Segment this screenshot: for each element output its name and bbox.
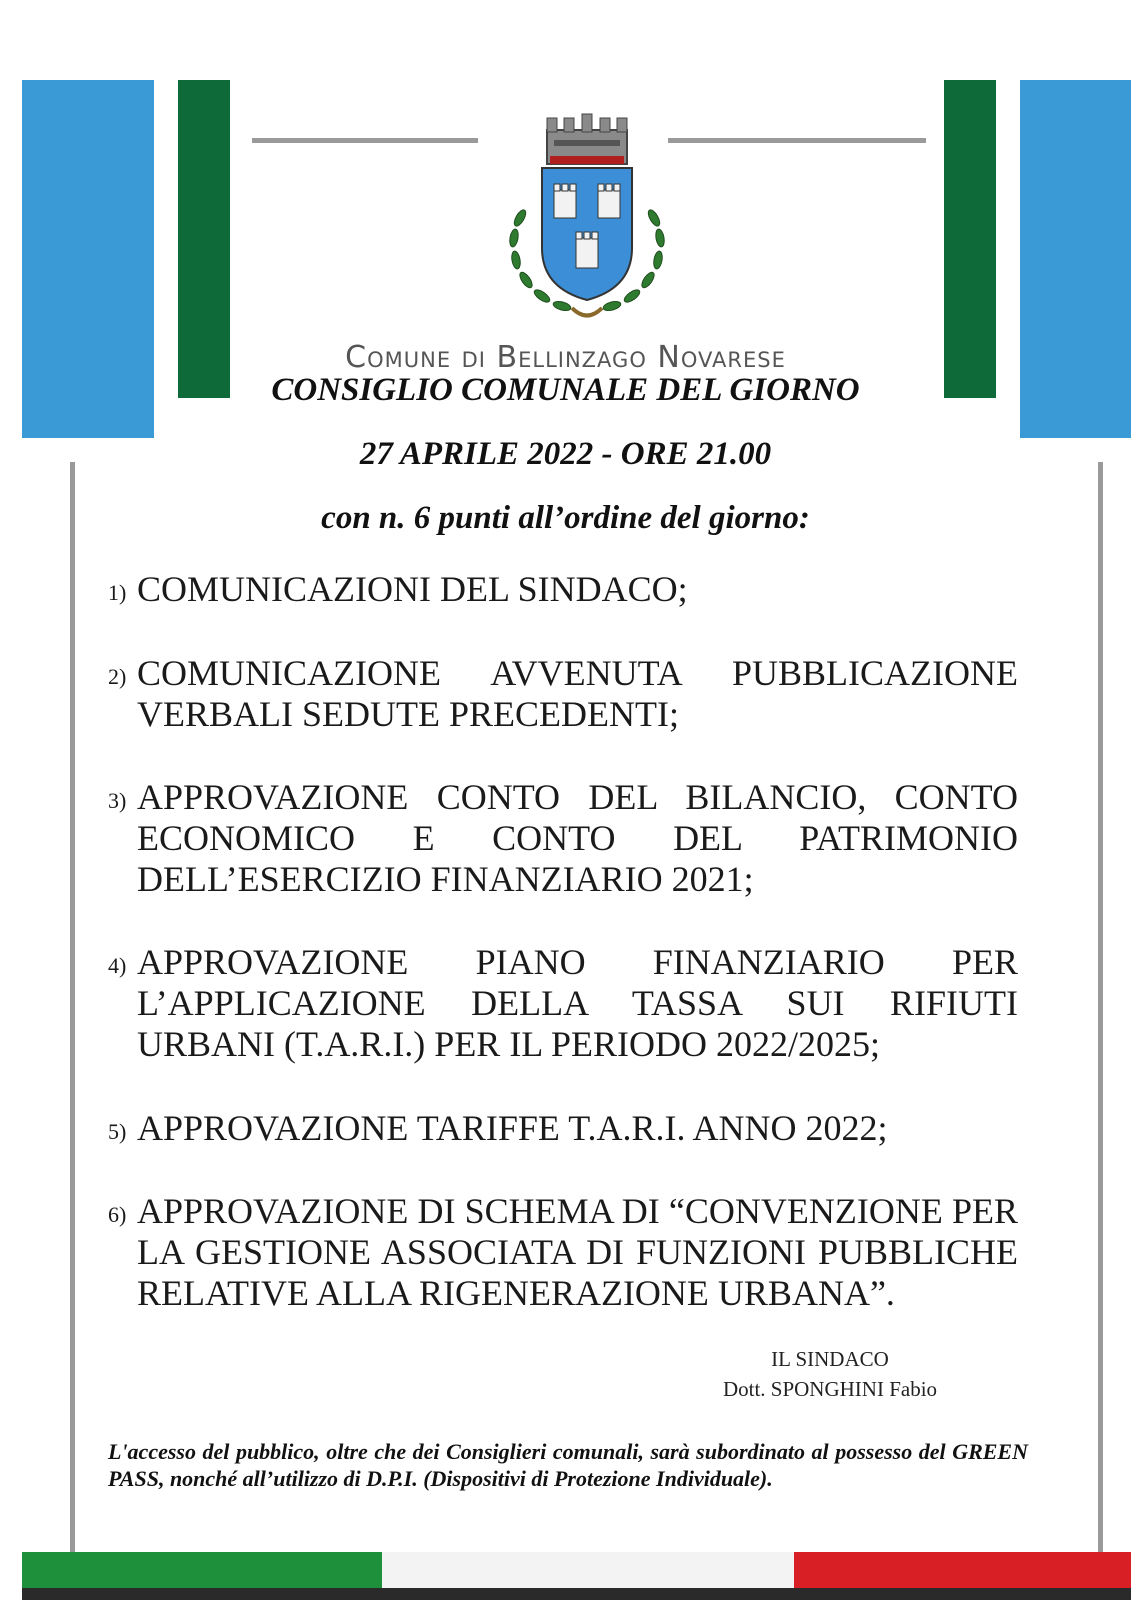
flag-shadow bbox=[22, 1588, 1131, 1600]
agenda-item-text: APPROVAZIONE DI SCHEMA DI “CONVENZIONE PER LA GESTIONE ASSOCIATA DI FUNZIONI PUBBLICHE RELATIVE ALLA RIGENERAZIONE URBANA”. bbox=[137, 1191, 1018, 1313]
header-rule-right bbox=[668, 138, 926, 143]
agenda-item-number: 1) bbox=[108, 580, 127, 605]
agenda-item-5 bbox=[108, 1108, 1018, 1149]
flag-green-band bbox=[22, 1552, 382, 1592]
agenda-item-2 bbox=[108, 653, 1018, 735]
agenda-item-text: APPROVAZIONE TARIFFE T.A.R.I. ANNO 2022; bbox=[137, 1108, 888, 1148]
agenda-item-number: 4) bbox=[108, 953, 127, 978]
agenda-item-1 bbox=[108, 569, 1018, 610]
signature-role: IL SINDACO bbox=[771, 1347, 889, 1371]
agenda-item-text: APPROVAZIONE CONTO DEL BILANCIO, CONTO ECONOMICO E CONTO DEL PATRIMONIO DELL’ESERCIZIO FINANZIARIO 2021; bbox=[137, 777, 1018, 899]
council-title: CONSIGLIO COMUNALE DEL GIORNO bbox=[271, 372, 860, 408]
agenda-item-text: COMUNICAZIONI DEL SINDACO; bbox=[137, 569, 688, 609]
agenda-item-4 bbox=[108, 942, 1018, 1065]
crown-icon bbox=[547, 114, 627, 164]
coat-of-arms-emblem bbox=[502, 108, 672, 333]
agenda-item-3 bbox=[108, 777, 1018, 900]
flag-red-band bbox=[794, 1552, 1131, 1592]
agenda-item-number: 6) bbox=[108, 1202, 127, 1227]
frame-right-border bbox=[1098, 462, 1103, 1552]
agenda-item-6 bbox=[108, 1191, 1018, 1314]
agenda-item-number: 3) bbox=[108, 788, 127, 813]
access-notice: L'accesso del pubblico, oltre che dei Consiglieri comunali, sarà subordinato al possesso del GREEN PASS, nonché all’utilizzo di D.P.I. (Dispositivi di Protezione Individuale). bbox=[108, 1439, 1028, 1491]
flag-white-band bbox=[382, 1552, 794, 1592]
agenda-item-text: COMUNICAZIONE AVVENUTA PUBBLICAZIONE VERBALI SEDUTE PRECEDENTI; bbox=[137, 653, 1018, 734]
comune-name: Comune di Bellinzago Novarese bbox=[345, 340, 786, 375]
frame-left-border bbox=[70, 462, 75, 1552]
header-rule-left bbox=[252, 138, 478, 143]
agenda-item-text: APPROVAZIONE PIANO FINANZIARIO PER L’APPLICAZIONE DELLA TASSA SUI RIFIUTI URBANI (T.A.R.I.) PER IL PERIODO 2022/2025; bbox=[137, 942, 1018, 1064]
agenda-item-number: 2) bbox=[108, 664, 127, 689]
signature-name: Dott. SPONGHINI Fabio bbox=[722, 1377, 938, 1401]
agenda-item-number: 5) bbox=[108, 1119, 127, 1144]
meeting-date-time: 27 APRILE 2022 - ORE 21.00 bbox=[359, 436, 772, 472]
agenda-subtitle: con n. 6 punti all’ordine del giorno: bbox=[321, 500, 810, 536]
